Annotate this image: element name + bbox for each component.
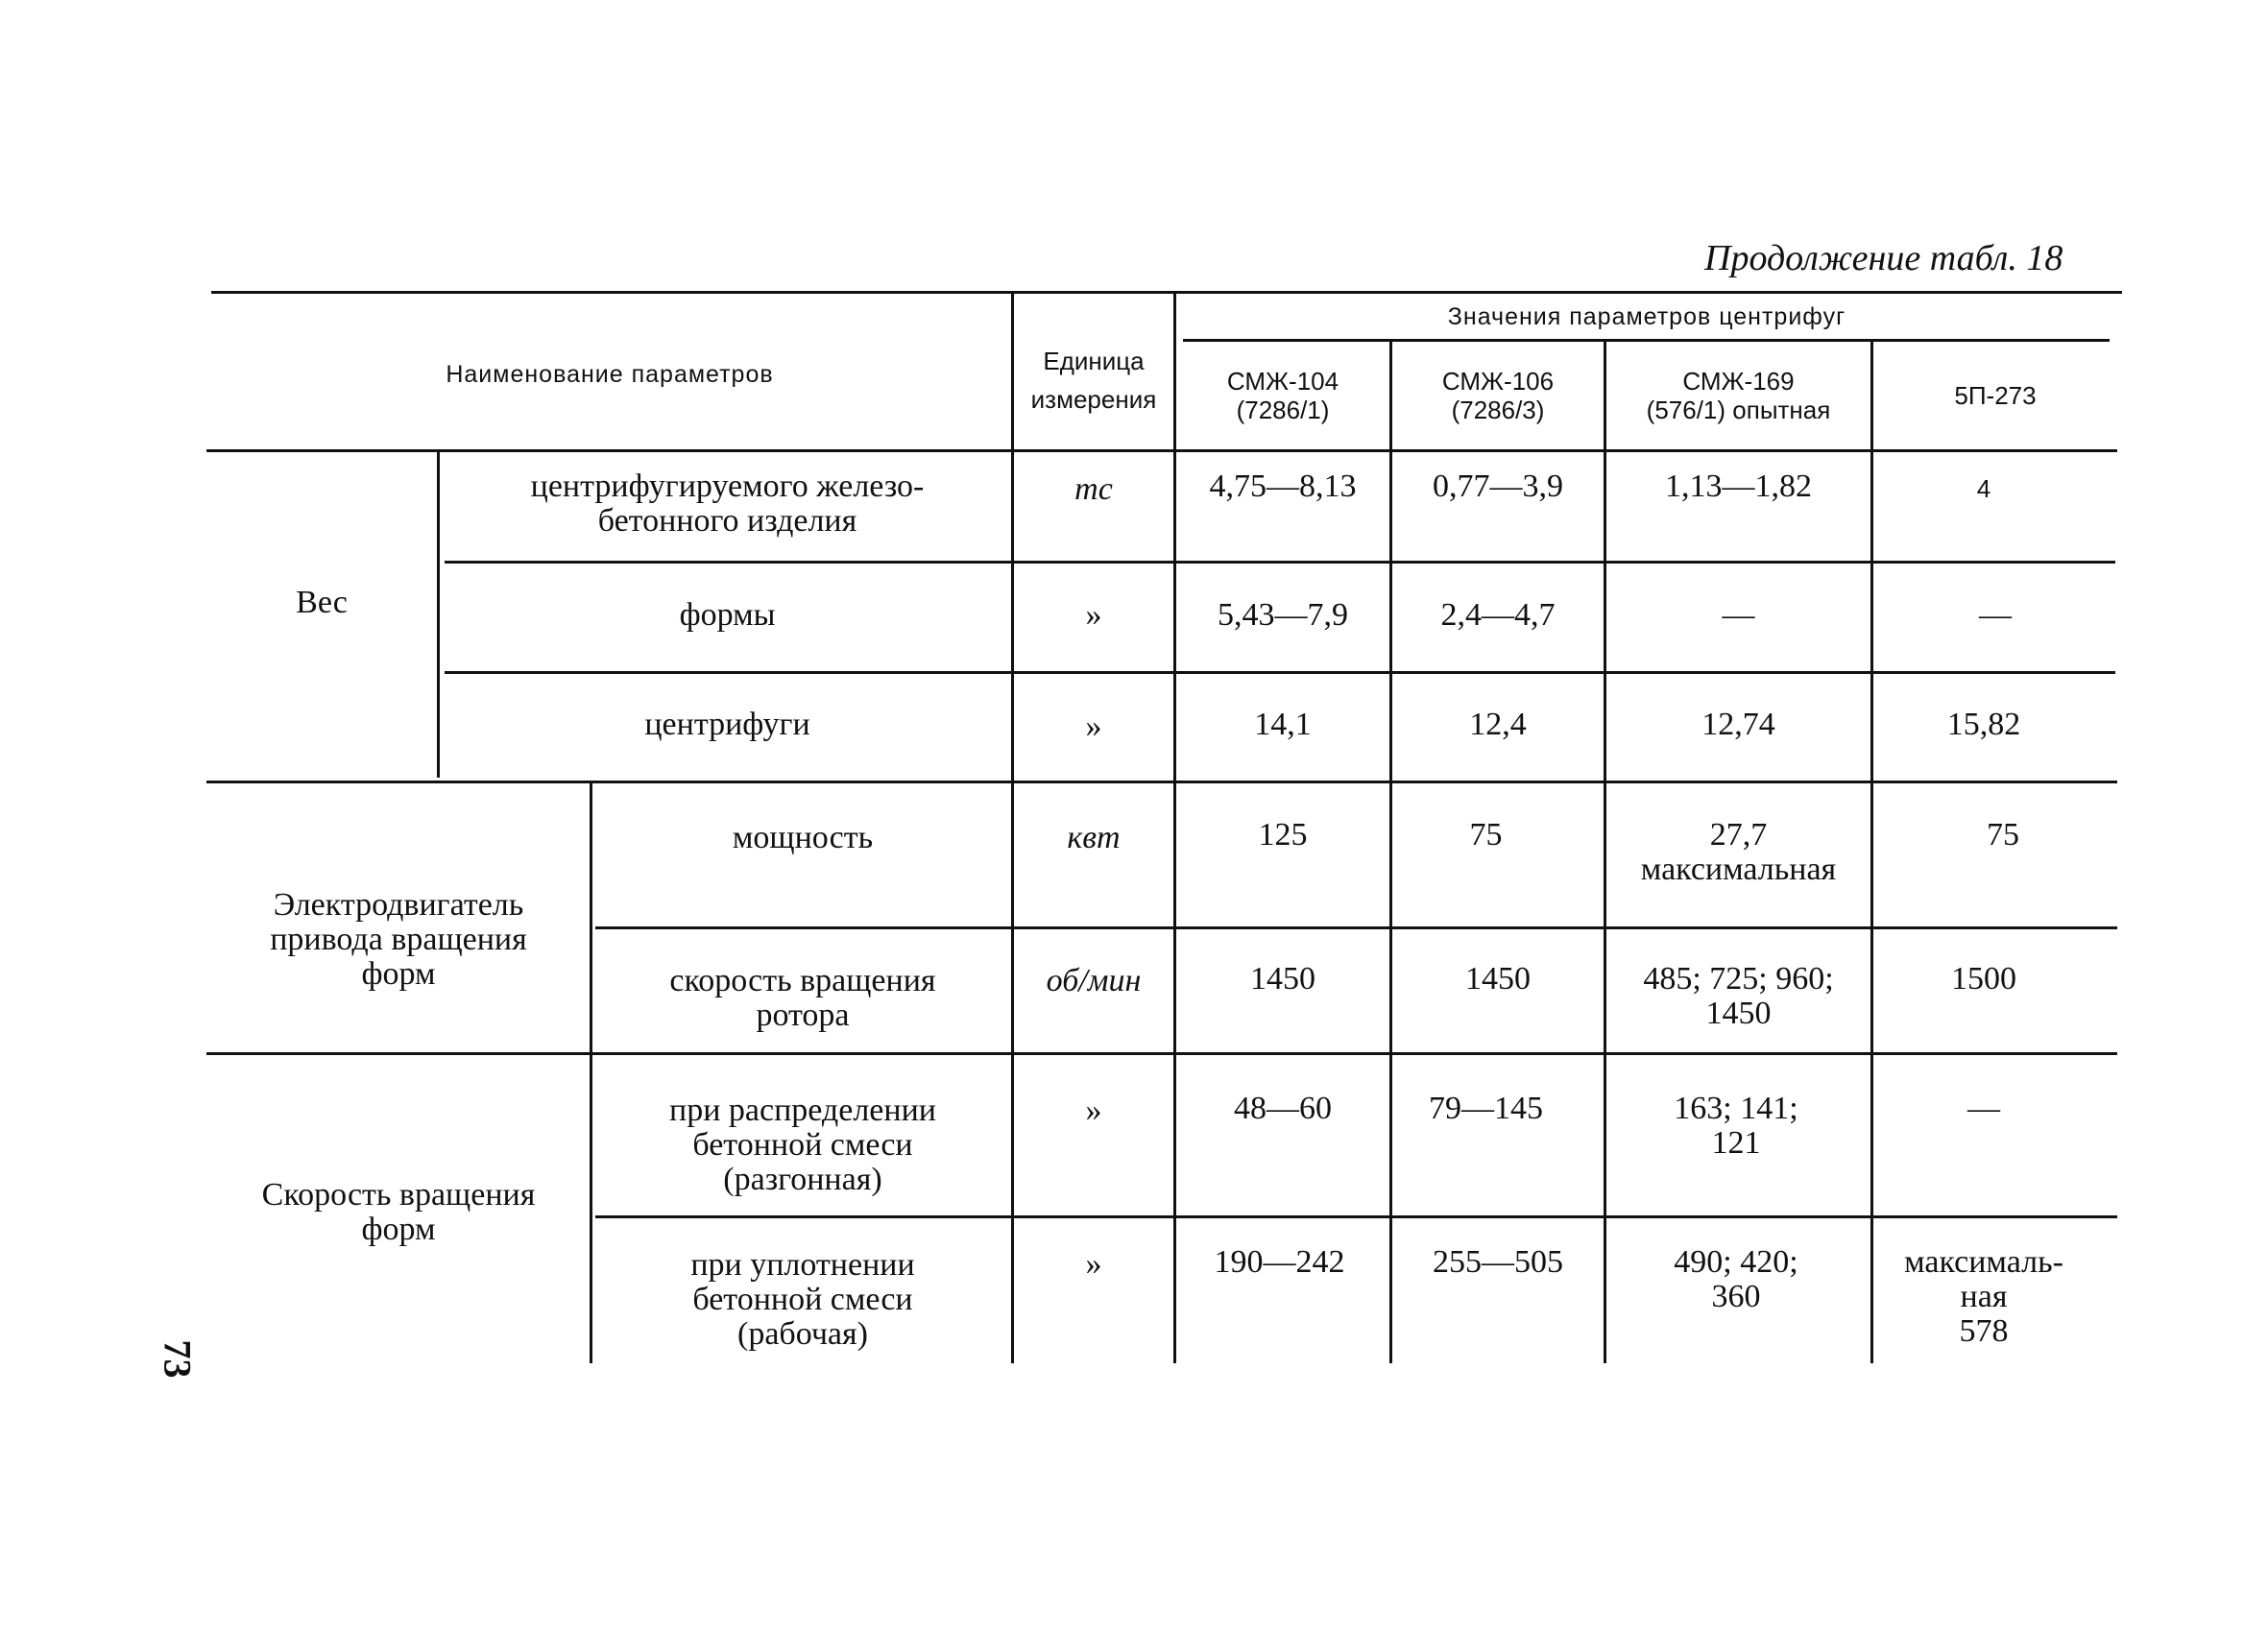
header-values-group: Значения параметров центрифуг	[1447, 303, 1846, 330]
value-cell: 125	[1258, 817, 1308, 853]
value-cell: 485; 725; 960; 1450	[1643, 961, 1834, 1031]
page-number: 73	[156, 1339, 200, 1379]
param-label: при распределении бетонной смеси (разгонная)	[669, 1093, 936, 1197]
param-label: при уплотнении бетонной смеси (рабочая)	[690, 1247, 915, 1352]
header-machine-2: СМЖ-106 (7286/3)	[1441, 367, 1555, 424]
value-cell: максималь- ная 578	[1904, 1244, 2063, 1349]
value-cell: 255—505	[1433, 1244, 1563, 1280]
value-cell: 1,13—1,82	[1665, 469, 1812, 504]
unit-cell: »	[1085, 597, 1102, 633]
header-machine-4: 5П-273	[1954, 381, 2037, 410]
value-cell: 75	[1987, 817, 2019, 853]
group-name-rotation-speed: Скорость вращения форм	[261, 1177, 536, 1247]
group-name-weight: Вес	[296, 585, 348, 620]
rule-row6	[595, 1215, 2117, 1218]
unit-cell: »	[1085, 709, 1102, 744]
value-cell: 1450	[1250, 961, 1315, 997]
header-machine-1: СМЖ-104 (7286/1)	[1226, 367, 1339, 424]
unit-cell: »	[1085, 1246, 1102, 1282]
rule-group2-bottom	[206, 1052, 2117, 1055]
value-cell: 1450	[1465, 961, 1531, 997]
value-cell: 12,74	[1701, 707, 1775, 742]
value-cell: 14,1	[1254, 707, 1312, 742]
rule-row4	[595, 926, 2117, 929]
value-cell: 79—145	[1429, 1091, 1543, 1126]
vrule-group1	[437, 451, 440, 778]
unit-cell: об/мин	[1046, 963, 1142, 998]
value-cell: 12,4	[1469, 707, 1527, 742]
value-cell: 27,7 максимальная	[1640, 817, 1837, 887]
value-cell: 190—242	[1214, 1244, 1345, 1280]
rule-row2	[445, 671, 2115, 674]
value-cell: —	[1979, 597, 2012, 633]
unit-cell: квт	[1067, 820, 1121, 855]
header-unit: Единица измерения	[1030, 347, 1157, 414]
value-cell: 4,75—8,13	[1209, 469, 1357, 504]
table-caption: Продолжение табл. 18	[1704, 238, 2063, 278]
value-cell: 0,77—3,9	[1433, 469, 1563, 504]
group-name-motor: Электродвигатель привода вращения форм	[270, 887, 527, 992]
value-cell: 1500	[1951, 961, 2016, 997]
rule-header-bottom	[206, 449, 2117, 452]
rule-group1-bottom	[206, 781, 2117, 783]
value-cell: 15,82	[1946, 707, 2021, 742]
param-label: скорость вращения ротора	[669, 963, 936, 1033]
rule-row1	[445, 561, 2115, 564]
header-param-name: Наименование параметров	[446, 361, 774, 388]
param-label: мощность	[732, 820, 874, 855]
value-cell: 48—60	[1234, 1091, 1332, 1126]
value-cell: —	[1967, 1091, 2000, 1126]
value-cell: 75	[1469, 817, 1503, 853]
unit-cell: »	[1085, 1093, 1102, 1128]
value-cell: 163; 141; 121	[1674, 1091, 1798, 1161]
param-label: центрифугируемого железо- бетонного изделия	[530, 469, 925, 539]
value-cell: 5,43—7,9	[1218, 597, 1348, 633]
unit-cell: тс	[1074, 471, 1113, 507]
param-label: центрифуги	[644, 707, 810, 742]
param-label: формы	[679, 597, 776, 633]
value-cell: 4	[1976, 474, 1991, 503]
value-cell: —	[1722, 597, 1755, 633]
header-machine-3: СМЖ-169 (576/1) опытная	[1646, 367, 1831, 424]
rule-subheader	[1183, 339, 2110, 342]
rule-top	[211, 291, 2122, 294]
value-cell: 490; 420; 360	[1674, 1244, 1798, 1314]
value-cell: 2,4—4,7	[1440, 597, 1556, 633]
